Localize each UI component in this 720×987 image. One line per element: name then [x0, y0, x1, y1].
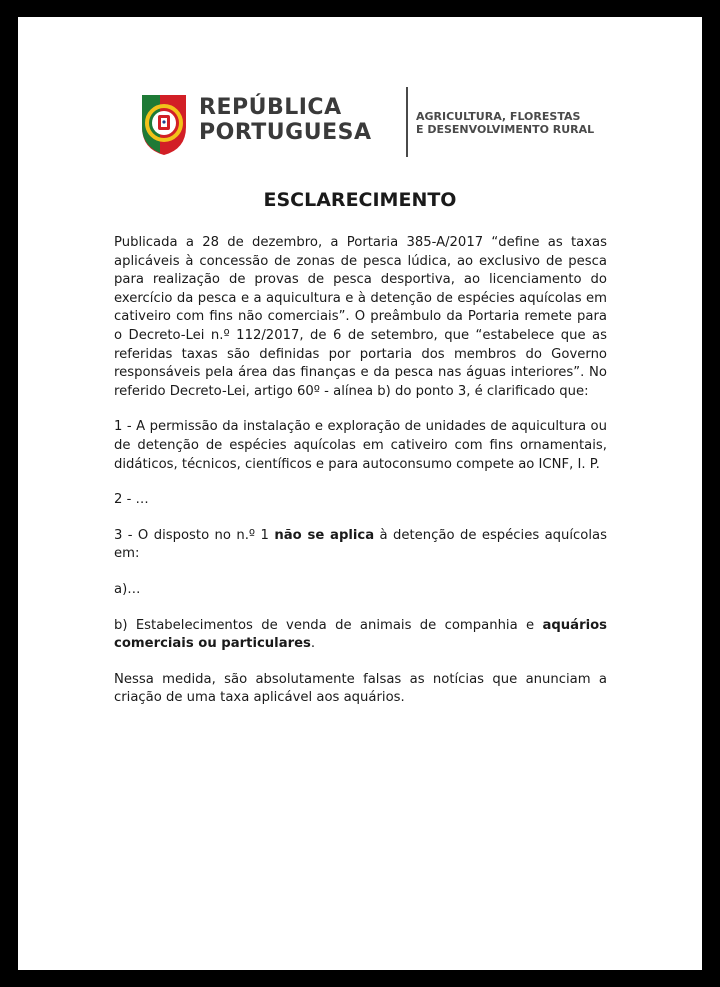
paragraph-conclusion: Nessa medida, são absolutamente falsas as notícias que anunciam a criação de uma taxa aplicável aos aquários.: [114, 671, 607, 706]
portuguese-coat-of-arms-icon: [136, 87, 192, 159]
document-title: ESCLARECIMENTO: [263, 189, 457, 211]
paragraph-item-b: [114, 617, 607, 654]
item-b-text-start: b) Estabelecimentos de venda de animais de companhia e: [114, 617, 543, 633]
paragraph-point-2: 2 - …: [114, 492, 149, 508]
document-page: [18, 17, 702, 970]
republic-name-line1: REPÚBLICA: [199, 95, 342, 120]
ministry-name-line1: AGRICULTURA, FLORESTAS: [416, 110, 581, 123]
header-divider: [406, 87, 408, 157]
document-body: [114, 234, 607, 725]
point-3-text-end: à detenção de espécies aquícolas em:: [114, 527, 607, 562]
item-b-text-end: .: [310, 636, 316, 652]
republic-name-line2: PORTUGUESA: [199, 120, 372, 145]
paragraph-point-3: [114, 527, 607, 564]
paragraph-intro: Publicada a 28 de dezembro, a Portaria 385-A/2017 “define as taxas aplicáveis à concessão de zonas de pesca lúdica, ao exclusivo de pesca para realização de provas de pesca desportiva, ao licenciamento do exercício da pesca e a aquicultura e à detenção de espécies aquícolas em cativeiro com fins não comerciais”. O preâmbulo da Portaria remete para o Decreto-Lei n.º 112/2017, de 6 de setembro, que “estabelece que as referidas taxas são definidas por portaria dos membros do Governo responsáveis pela área das finanças e da pesca nas águas interiores”. No referido Decreto-Lei, artigo 60º - alínea b) do ponto 3, é clarificado que:: [114, 235, 607, 399]
point-3-bold-text: não se aplica: [274, 527, 375, 543]
paragraph-item-a: a)…: [114, 581, 141, 597]
letterhead: [136, 87, 606, 177]
paragraph-point-1: 1 - A permissão da instalação e exploração de unidades de aquicultura ou de detenção de espécies aquícolas em cativeiro com fins ornamentais, didáticos, técnicos, científicos e para autoconsumo compete ao ICNF, I. P.: [114, 419, 607, 472]
point-3-text-start: 3 - O disposto no n.º 1: [114, 527, 275, 543]
item-b-bold-text: aquários comerciais ou particulares: [114, 617, 607, 652]
ministry-name-line2: E DESENVOLVIMENTO RURAL: [416, 123, 595, 136]
